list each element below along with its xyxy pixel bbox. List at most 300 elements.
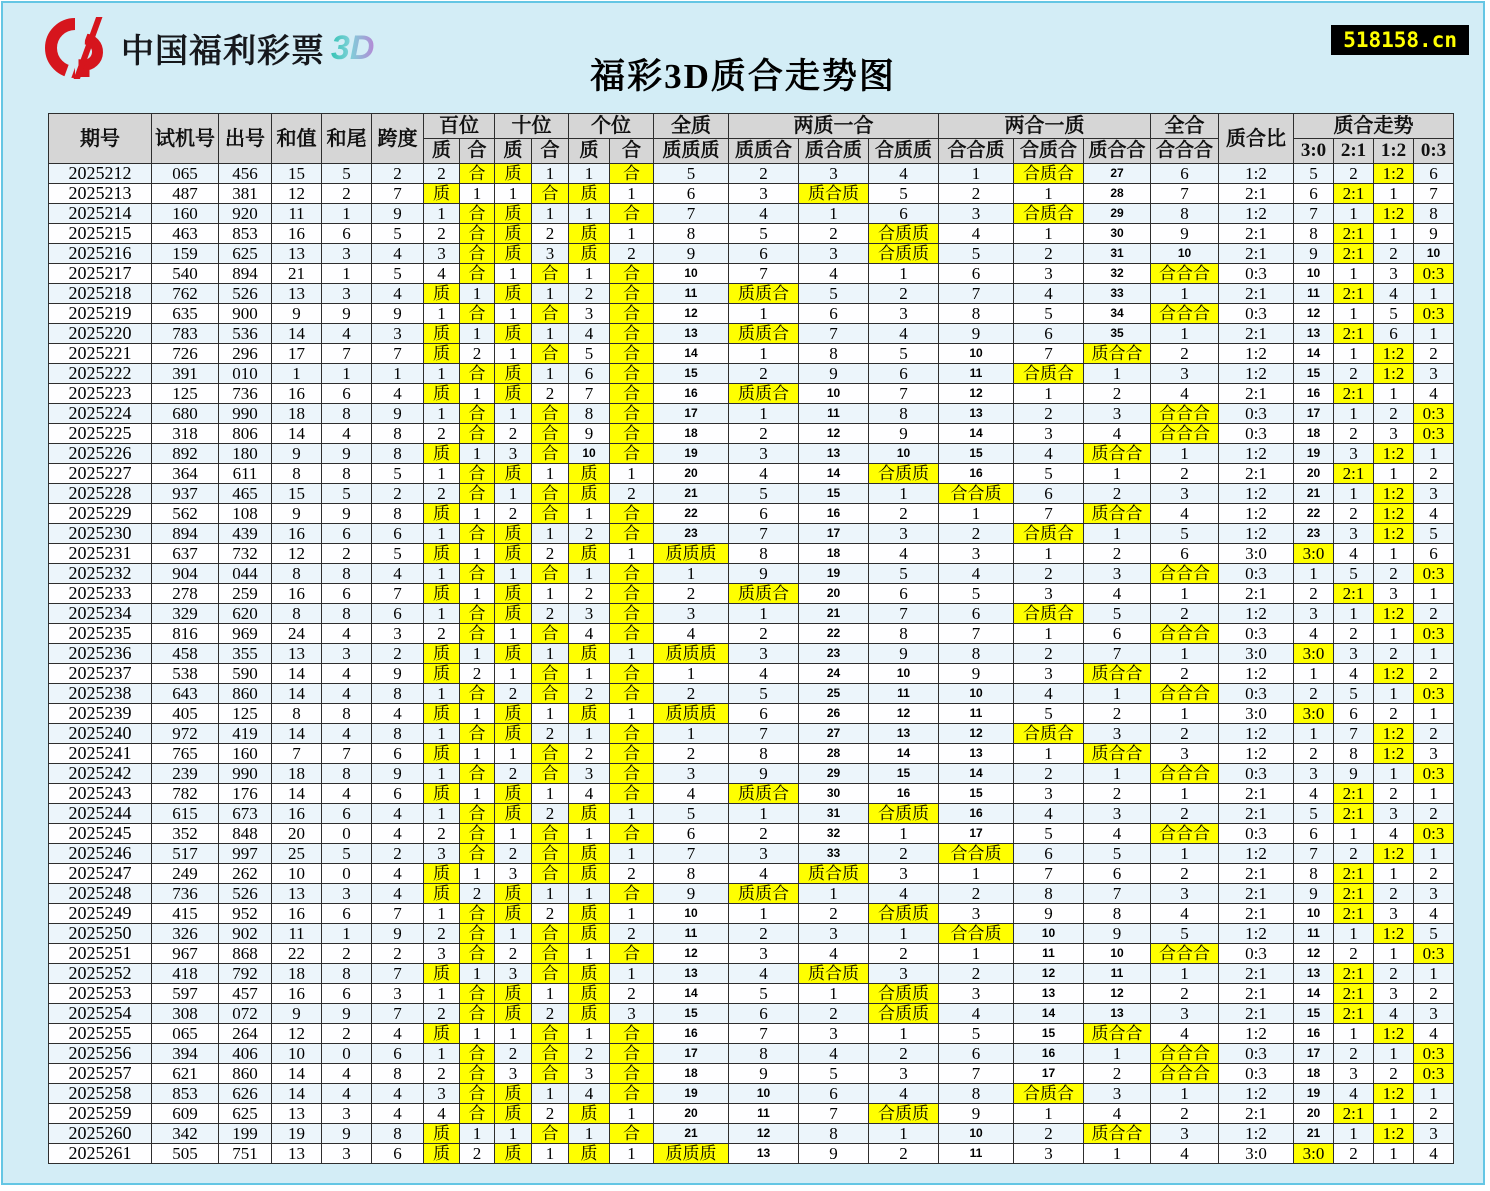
cell-zhh: 27 [1084, 164, 1151, 184]
cell-trend-1-2: 1:2 [1374, 1024, 1414, 1044]
cell-all-zhi: 质质质 [654, 704, 729, 724]
cell-trend-2-1: 2:1 [1334, 784, 1374, 804]
cell-period: 2025257 [49, 1064, 152, 1084]
cell-ratio: 2:1 [1219, 1004, 1294, 1024]
cell-ratio: 2:1 [1219, 464, 1294, 484]
cell-tens-he: 2 [532, 224, 569, 244]
cell-test-number: 364 [152, 464, 219, 484]
cell-span: 9 [372, 204, 424, 224]
cell-zzh: 8 [729, 744, 799, 764]
cell-units-zhi: 质 [569, 844, 610, 864]
cell-tens-zhi: 2 [495, 764, 532, 784]
cell-all-zhi: 22 [654, 504, 729, 524]
cell-hundreds-he: 合 [460, 1084, 495, 1104]
cell-period: 2025250 [49, 924, 152, 944]
cell-ratio: 1:2 [1219, 844, 1294, 864]
cell-units-he: 1 [610, 224, 654, 244]
cell-trend-2-1: 8 [1334, 744, 1374, 764]
cell-hzz: 2 [869, 1044, 939, 1064]
cell-zhz: 8 [799, 344, 869, 364]
cell-units-zhi: 3 [569, 304, 610, 324]
cell-trend-3-0: 9 [1294, 244, 1334, 264]
cell-period: 2025259 [49, 1104, 152, 1124]
cell-sum: 19 [272, 1124, 322, 1144]
cell-test-number: 726 [152, 344, 219, 364]
table-row [49, 164, 1454, 184]
cell-units-he: 合 [610, 444, 654, 464]
cell-hundreds-he: 合 [460, 424, 495, 444]
cell-zhz: 30 [799, 784, 869, 804]
cell-units-he: 合 [610, 684, 654, 704]
cell-units-he: 1 [610, 644, 654, 664]
cell-hzz: 1 [869, 1024, 939, 1044]
cell-tens-zhi: 1 [495, 924, 532, 944]
cell-sum: 24 [272, 624, 322, 644]
cell-period: 2025255 [49, 1024, 152, 1044]
cell-trend-0-3: 1 [1414, 324, 1454, 344]
cell-all-zhi: 20 [654, 464, 729, 484]
cell-hzh: 合质合 [1014, 1084, 1084, 1104]
cell-hhz: 合合质 [939, 484, 1014, 504]
table-row [49, 384, 1454, 404]
cell-span: 2 [372, 844, 424, 864]
cell-hzz: 合质质 [869, 224, 939, 244]
table-row [49, 1004, 1454, 1024]
cell-test-number: 405 [152, 704, 219, 724]
cell-hundreds-zhi: 2 [424, 824, 460, 844]
cell-ratio: 0:3 [1219, 564, 1294, 584]
cell-test-number: 904 [152, 564, 219, 584]
cell-all-zhi: 15 [654, 1004, 729, 1024]
cell-test-number: 394 [152, 1044, 219, 1064]
cell-hzz: 2 [869, 284, 939, 304]
cell-trend-1-2: 3 [1374, 264, 1414, 284]
cell-ratio: 1:2 [1219, 744, 1294, 764]
cell-zzh: 1 [729, 604, 799, 624]
table-row [49, 944, 1454, 964]
col-trend-1-2: 1:2 [1374, 139, 1414, 164]
cell-all-he: 10 [1151, 244, 1219, 264]
cell-draw-number: 259 [219, 584, 272, 604]
cell-draw-number: 900 [219, 304, 272, 324]
cell-hzh: 7 [1014, 344, 1084, 364]
cell-zzh: 质质合 [729, 784, 799, 804]
cell-units-zhi: 质 [569, 244, 610, 264]
cell-hundreds-zhi: 质 [424, 324, 460, 344]
cell-span: 4 [372, 1024, 424, 1044]
cell-test-number: 782 [152, 784, 219, 804]
cell-tens-zhi: 质 [495, 804, 532, 824]
cell-hundreds-zhi: 1 [424, 724, 460, 744]
cell-tens-he: 1 [532, 464, 569, 484]
cell-zzh: 6 [729, 1004, 799, 1024]
cell-trend-1-2: 1 [1374, 764, 1414, 784]
cell-hundreds-zhi: 1 [424, 1044, 460, 1064]
cell-hundreds-he: 合 [460, 684, 495, 704]
cell-trend-3-0: 14 [1294, 984, 1334, 1004]
cell-units-he: 合 [610, 724, 654, 744]
cell-span: 4 [372, 284, 424, 304]
cell-ratio: 2:1 [1219, 1104, 1294, 1124]
cell-hzz: 1 [869, 264, 939, 284]
cell-hhz: 1 [939, 504, 1014, 524]
cell-sum-tail: 4 [322, 1064, 372, 1084]
cell-sum: 13 [272, 284, 322, 304]
col-ratio: 质合比 [1219, 114, 1294, 164]
col-sum-tail: 和尾 [322, 114, 372, 164]
cell-test-number: 505 [152, 1144, 219, 1164]
cell-trend-2-1: 1 [1334, 824, 1374, 844]
cell-all-zhi: 10 [654, 904, 729, 924]
cell-tens-zhi: 质 [495, 1144, 532, 1164]
cell-hzh: 5 [1014, 464, 1084, 484]
cell-span: 4 [372, 884, 424, 904]
cell-units-zhi: 1 [569, 264, 610, 284]
cell-units-zhi: 质 [569, 464, 610, 484]
cell-trend-2-1: 2:1 [1334, 864, 1374, 884]
cell-all-zhi: 12 [654, 304, 729, 324]
cell-trend-2-1: 2:1 [1334, 1004, 1374, 1024]
cell-hzh: 合质合 [1014, 604, 1084, 624]
cell-units-zhi: 4 [569, 324, 610, 344]
cell-hundreds-zhi: 质 [424, 644, 460, 664]
table-row [49, 704, 1454, 724]
cell-zhz: 6 [799, 304, 869, 324]
table-row [49, 204, 1454, 224]
cell-sum: 22 [272, 944, 322, 964]
cell-zhz: 7 [799, 324, 869, 344]
cell-units-he: 合 [610, 164, 654, 184]
cell-hhz: 16 [939, 804, 1014, 824]
cell-period: 2025230 [49, 524, 152, 544]
cell-draw-number: 952 [219, 904, 272, 924]
cell-tens-he: 1 [532, 324, 569, 344]
cell-units-he: 1 [610, 464, 654, 484]
cell-all-zhi: 14 [654, 344, 729, 364]
cell-draw-number: 160 [219, 744, 272, 764]
cell-all-zhi: 15 [654, 364, 729, 384]
cell-zhh: 31 [1084, 244, 1151, 264]
cell-tens-zhi: 质 [495, 904, 532, 924]
cell-trend-2-1: 1 [1334, 1124, 1374, 1144]
cell-draw-number: 456 [219, 164, 272, 184]
cell-tens-zhi: 1 [495, 404, 532, 424]
cell-trend-3-0: 1 [1294, 564, 1334, 584]
cell-span: 7 [372, 344, 424, 364]
table-row [49, 504, 1454, 524]
cell-all-he: 合合合 [1151, 824, 1219, 844]
cell-zhz: 9 [799, 364, 869, 384]
cell-zhz: 4 [799, 264, 869, 284]
cell-trend-2-1: 1 [1334, 484, 1374, 504]
cell-period: 2025217 [49, 264, 152, 284]
cell-zhz: 25 [799, 684, 869, 704]
cell-zzh: 4 [729, 964, 799, 984]
cell-zhh: 1 [1084, 684, 1151, 704]
cell-sum: 8 [272, 564, 322, 584]
cell-hhz: 2 [939, 184, 1014, 204]
cell-zzh: 3 [729, 844, 799, 864]
cell-hhz: 4 [939, 224, 1014, 244]
cell-span: 8 [372, 504, 424, 524]
cell-hundreds-zhi: 2 [424, 924, 460, 944]
cell-hundreds-he: 合 [460, 804, 495, 824]
cell-hundreds-he: 合 [460, 224, 495, 244]
cell-zhz: 26 [799, 704, 869, 724]
cell-all-zhi: 7 [654, 204, 729, 224]
cell-zzh: 8 [729, 544, 799, 564]
cell-hhz: 2 [939, 524, 1014, 544]
cell-draw-number: 620 [219, 604, 272, 624]
cell-tens-zhi: 1 [495, 564, 532, 584]
cell-trend-1-2: 2 [1374, 884, 1414, 904]
cell-all-zhi: 1 [654, 664, 729, 684]
cell-span: 1 [372, 364, 424, 384]
cell-hhz: 10 [939, 344, 1014, 364]
cell-trend-0-3: 4 [1414, 384, 1454, 404]
cell-hhz: 3 [939, 204, 1014, 224]
group-all-zhi: 全质 [654, 114, 729, 139]
cell-tens-he: 合 [532, 864, 569, 884]
cell-hundreds-he: 1 [460, 644, 495, 664]
cell-hhz: 1 [939, 944, 1014, 964]
cell-units-he: 合 [610, 1084, 654, 1104]
cell-sum: 14 [272, 664, 322, 684]
header-row-groups [49, 114, 1454, 139]
cell-units-he: 合 [610, 584, 654, 604]
table-row [49, 784, 1454, 804]
cell-units-zhi: 质 [569, 1144, 610, 1164]
cell-span: 3 [372, 984, 424, 1004]
col-all-he-sub: 合合合 [1151, 139, 1219, 164]
cell-zhz: 1 [799, 984, 869, 1004]
cell-sum: 14 [272, 724, 322, 744]
cell-zzh: 5 [729, 684, 799, 704]
cell-period: 2025240 [49, 724, 152, 744]
cell-hhz: 14 [939, 764, 1014, 784]
cell-hzz: 5 [869, 344, 939, 364]
cell-all-zhi: 6 [654, 824, 729, 844]
cell-hzz: 6 [869, 204, 939, 224]
cell-tens-he: 合 [532, 404, 569, 424]
cell-ratio: 1:2 [1219, 724, 1294, 744]
cell-trend-1-2: 2 [1374, 784, 1414, 804]
cell-ratio: 0:3 [1219, 304, 1294, 324]
cell-hundreds-he: 合 [460, 824, 495, 844]
col-sum: 和值 [272, 114, 322, 164]
cell-period: 2025261 [49, 1144, 152, 1164]
cell-units-zhi: 1 [569, 1124, 610, 1144]
cell-units-he: 合 [610, 264, 654, 284]
cell-trend-2-1: 7 [1334, 724, 1374, 744]
cell-all-zhi: 13 [654, 964, 729, 984]
cell-hzh: 17 [1014, 1064, 1084, 1084]
cell-zhz: 3 [799, 1024, 869, 1044]
cell-hzh: 6 [1014, 484, 1084, 504]
cell-trend-3-0: 8 [1294, 864, 1334, 884]
cell-trend-1-2: 2 [1374, 244, 1414, 264]
cell-zzh: 5 [729, 484, 799, 504]
cell-trend-0-3: 4 [1414, 904, 1454, 924]
cell-zhh: 3 [1084, 724, 1151, 744]
cell-hzh: 1 [1014, 544, 1084, 564]
cell-sum: 9 [272, 304, 322, 324]
cell-trend-1-2: 2 [1374, 404, 1414, 424]
cell-draw-number: 626 [219, 1084, 272, 1104]
cell-sum: 1 [272, 364, 322, 384]
cell-hzz: 13 [869, 724, 939, 744]
cell-all-zhi: 17 [654, 404, 729, 424]
cell-tens-he: 合 [532, 844, 569, 864]
cell-all-zhi: 质质质 [654, 544, 729, 564]
cell-hundreds-zhi: 质 [424, 664, 460, 684]
cell-trend-3-0: 1 [1294, 724, 1334, 744]
cell-tens-zhi: 1 [495, 624, 532, 644]
cell-tens-zhi: 质 [495, 884, 532, 904]
cell-period: 2025254 [49, 1004, 152, 1024]
cell-period: 2025220 [49, 324, 152, 344]
cell-all-zhi: 11 [654, 284, 729, 304]
cell-trend-0-3: 10 [1414, 244, 1454, 264]
cell-test-number: 765 [152, 744, 219, 764]
trend-table [48, 113, 1454, 1164]
cell-hundreds-zhi: 2 [424, 164, 460, 184]
cell-hundreds-zhi: 2 [424, 624, 460, 644]
cell-units-zhi: 4 [569, 784, 610, 804]
cell-ratio: 1:2 [1219, 444, 1294, 464]
cell-hzh: 5 [1014, 824, 1084, 844]
cell-hhz: 9 [939, 664, 1014, 684]
table-row [49, 564, 1454, 584]
cell-test-number: 329 [152, 604, 219, 624]
cell-sum-tail: 6 [322, 524, 372, 544]
cell-zzh: 7 [729, 524, 799, 544]
cell-ratio: 1:2 [1219, 504, 1294, 524]
cell-hhz: 13 [939, 404, 1014, 424]
cell-units-he: 1 [610, 184, 654, 204]
col-units-zhi: 质 [569, 139, 610, 164]
cell-tens-zhi: 3 [495, 864, 532, 884]
cell-zzh: 3 [729, 184, 799, 204]
cell-zzh: 12 [729, 1124, 799, 1144]
cell-test-number: 308 [152, 1004, 219, 1024]
cell-zhz: 11 [799, 404, 869, 424]
table-row [49, 844, 1454, 864]
cell-all-zhi: 2 [654, 744, 729, 764]
cell-units-zhi: 质 [569, 484, 610, 504]
cell-hundreds-zhi: 质 [424, 964, 460, 984]
cell-units-zhi: 6 [569, 364, 610, 384]
cell-units-he: 合 [610, 344, 654, 364]
cell-hundreds-he: 合 [460, 904, 495, 924]
cell-tens-he: 合 [532, 184, 569, 204]
cell-units-zhi: 质 [569, 1004, 610, 1024]
cell-trend-2-1: 2:1 [1334, 324, 1374, 344]
col-trend-3-0: 3:0 [1294, 139, 1334, 164]
cell-trend-0-3: 2 [1414, 464, 1454, 484]
cell-hzh: 合质合 [1014, 524, 1084, 544]
cell-hzz: 2 [869, 504, 939, 524]
cell-trend-3-0: 12 [1294, 304, 1334, 324]
table-row [49, 244, 1454, 264]
cell-ratio: 0:3 [1219, 764, 1294, 784]
cell-tens-he: 合 [532, 1024, 569, 1044]
cell-period: 2025258 [49, 1084, 152, 1104]
cell-tens-he: 合 [532, 664, 569, 684]
table-body [49, 164, 1454, 1164]
cell-trend-2-1: 2:1 [1334, 244, 1374, 264]
cell-all-he: 4 [1151, 1024, 1219, 1044]
cell-trend-0-3: 3 [1414, 364, 1454, 384]
cell-test-number: 937 [152, 484, 219, 504]
cell-test-number: 635 [152, 304, 219, 324]
table-row [49, 284, 1454, 304]
cell-test-number: 326 [152, 924, 219, 944]
cell-hundreds-zhi: 1 [424, 364, 460, 384]
cell-zhz: 1 [799, 204, 869, 224]
cell-period: 2025229 [49, 504, 152, 524]
cell-all-he: 3 [1151, 364, 1219, 384]
cell-zhz: 4 [799, 1044, 869, 1064]
cell-trend-0-3: 7 [1414, 184, 1454, 204]
cell-zhh: 2 [1084, 484, 1151, 504]
site-badge[interactable]: 518158.cn [1331, 25, 1469, 55]
cell-period: 2025244 [49, 804, 152, 824]
cell-hhz: 11 [939, 1144, 1014, 1164]
cell-trend-2-1: 2 [1334, 624, 1374, 644]
cell-hundreds-zhi: 质 [424, 184, 460, 204]
cell-all-he: 4 [1151, 1144, 1219, 1164]
cell-sum-tail: 9 [322, 1124, 372, 1144]
cell-trend-0-3: 2 [1414, 1104, 1454, 1124]
cell-zzh: 7 [729, 724, 799, 744]
cell-span: 8 [372, 424, 424, 444]
cell-hundreds-he: 1 [460, 184, 495, 204]
cell-hzh: 2 [1014, 404, 1084, 424]
cell-zhh: 质合合 [1084, 1024, 1151, 1044]
cell-draw-number: 848 [219, 824, 272, 844]
cell-span: 7 [372, 904, 424, 924]
cell-hhz: 9 [939, 1104, 1014, 1124]
cell-span: 8 [372, 1124, 424, 1144]
cell-sum-tail: 4 [322, 624, 372, 644]
cell-period: 2025252 [49, 964, 152, 984]
cell-tens-he: 1 [532, 1084, 569, 1104]
cell-all-he: 合合合 [1151, 684, 1219, 704]
cell-hundreds-he: 合 [460, 724, 495, 744]
cell-span: 7 [372, 184, 424, 204]
cell-sum: 16 [272, 524, 322, 544]
cell-tens-zhi: 质 [495, 1104, 532, 1124]
cell-trend-0-3: 3 [1414, 1124, 1454, 1144]
cell-all-zhi: 2 [654, 584, 729, 604]
cell-trend-2-1: 5 [1334, 684, 1374, 704]
cell-hhz: 合合质 [939, 844, 1014, 864]
table-row [49, 324, 1454, 344]
cell-zhh: 9 [1084, 924, 1151, 944]
cell-trend-1-2: 3 [1374, 984, 1414, 1004]
table-row [49, 1124, 1454, 1144]
cell-draw-number: 381 [219, 184, 272, 204]
cell-zhz: 28 [799, 744, 869, 764]
cell-hzz: 10 [869, 664, 939, 684]
cell-hzh: 12 [1014, 964, 1084, 984]
cell-all-zhi: 23 [654, 524, 729, 544]
cell-hundreds-he: 合 [460, 364, 495, 384]
cell-trend-1-2: 1:2 [1374, 484, 1414, 504]
cell-hundreds-zhi: 2 [424, 1004, 460, 1024]
cell-units-zhi: 质 [569, 984, 610, 1004]
